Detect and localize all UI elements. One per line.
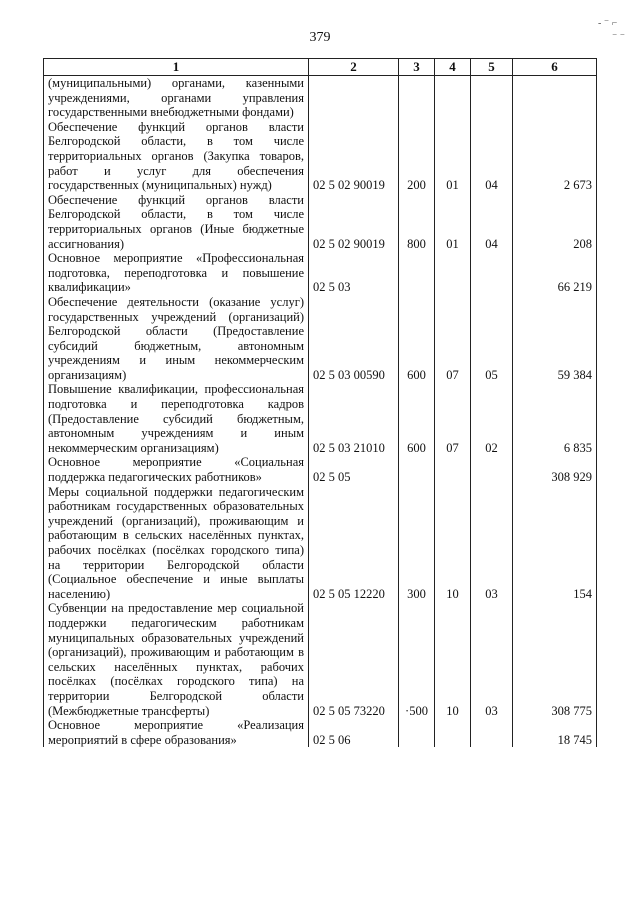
section: 10 [435,485,471,602]
table-row [44,455,597,484]
expense-type [399,455,435,484]
item-code: 02 5 05 12220 [309,485,399,602]
subsection: 05 [471,295,513,383]
subsection: 03 [471,485,513,602]
amount [513,76,597,120]
column-header: 3 [399,59,435,76]
item-name: Субвенции на предоставление мер социальной поддержки педагогическим работникам муниципальных образовательных учреждений (организаций), проживающим и работающим в сельских населённых пунктах, рабочих посёлках (посёлках городского типа) на территории Белгородской области (Межбюджетные трансферты) [44,601,309,718]
item-code: 02 5 06 [309,718,399,747]
column-header: 6 [513,59,597,76]
amount: 308 929 [513,455,597,484]
item-code: 02 5 03 00590 [309,295,399,383]
scan-mark: - ⁻ ⌐ [598,18,618,29]
table-row [44,601,597,718]
subsection: 02 [471,382,513,455]
expense-type: 600 [399,382,435,455]
item-name: (муниципальными) органами, казенными учреждениями, органами управления государственными внебюджетными фондами) [44,76,309,120]
table-row [44,251,597,295]
section: 01 [435,193,471,251]
section [435,251,471,295]
column-header: 1 [44,59,309,76]
expense-type: 800 [399,193,435,251]
table-header-row [44,59,597,76]
column-header: 4 [435,59,471,76]
table-row [44,485,597,602]
section [435,76,471,120]
item-name: Основное мероприятие «Реализация мероприятий в сфере образования» [44,718,309,747]
page-number: 379 [309,30,331,45]
item-name: Обеспечение деятельности (оказание услуг) государственных учреждений (организаций) Белгородской области (Предоставление субсидий бюджетным, автономным учреждениям и иным некоммерческим организациям) [44,295,309,383]
subsection [471,455,513,484]
section: 01 [435,120,471,193]
expense-type [399,76,435,120]
item-code: 02 5 03 [309,251,399,295]
column-header: 5 [471,59,513,76]
item-name: Обеспечение функций органов власти Белгородской области, в том числе территориальных органов (Закупка товаров, работ и услуг для обеспечения государственных (муниципальных) нужд) [44,120,309,193]
table-row [44,193,597,251]
scan-mark: ⁻ ⁻ [612,32,626,43]
item-code: 02 5 05 [309,455,399,484]
amount: 154 [513,485,597,602]
section [435,718,471,747]
subsection: 03 [471,601,513,718]
expense-type: 200 [399,120,435,193]
table-row [44,718,597,747]
amount: 2 673 [513,120,597,193]
table-row [44,120,597,193]
subsection: 04 [471,193,513,251]
section: 10 [435,601,471,718]
expense-type [399,718,435,747]
subsection [471,251,513,295]
expense-type [399,251,435,295]
item-code: 02 5 03 21010 [309,382,399,455]
item-name: Повышение квалификации, профессиональная подготовка и переподготовка кадров (Предоставление субсидий бюджетным, автономным учреждениям и иным некоммерческим организациям) [44,382,309,455]
table-row [44,76,597,120]
amount: 66 219 [513,251,597,295]
item-code: 02 5 02 90019 [309,193,399,251]
expense-type: ·500 [399,601,435,718]
item-code: 02 5 02 90019 [309,120,399,193]
section: 07 [435,382,471,455]
amount: 208 [513,193,597,251]
item-name: Меры социальной поддержки педагогическим работникам государственных образовательных учреждений (организаций), проживающим и работающим в сельских населённых пунктах, рабочих посёлках (посёлках городского типа) на территории Белгородской области (Социальное обеспечение и иные выплаты населению) [44,485,309,602]
column-header: 2 [309,59,399,76]
subsection [471,718,513,747]
item-name: Обеспечение функций органов власти Белгородской области, в том числе территориальных органов (Иные бюджетные ассигнования) [44,193,309,251]
item-name: Основное мероприятие «Социальная поддержка педагогических работников» [44,455,309,484]
amount: 6 835 [513,382,597,455]
amount: 308 775 [513,601,597,718]
amount: 59 384 [513,295,597,383]
item-code [309,76,399,120]
subsection [471,76,513,120]
budget-table [43,58,597,747]
section: 07 [435,295,471,383]
expense-type: 600 [399,295,435,383]
table-row [44,295,597,383]
section [435,455,471,484]
item-code: 02 5 05 73220 [309,601,399,718]
item-name: Основное мероприятие «Профессиональная подготовка, переподготовка и повышение квалификации» [44,251,309,295]
subsection: 04 [471,120,513,193]
expense-type: 300 [399,485,435,602]
table-row [44,382,597,455]
amount: 18 745 [513,718,597,747]
